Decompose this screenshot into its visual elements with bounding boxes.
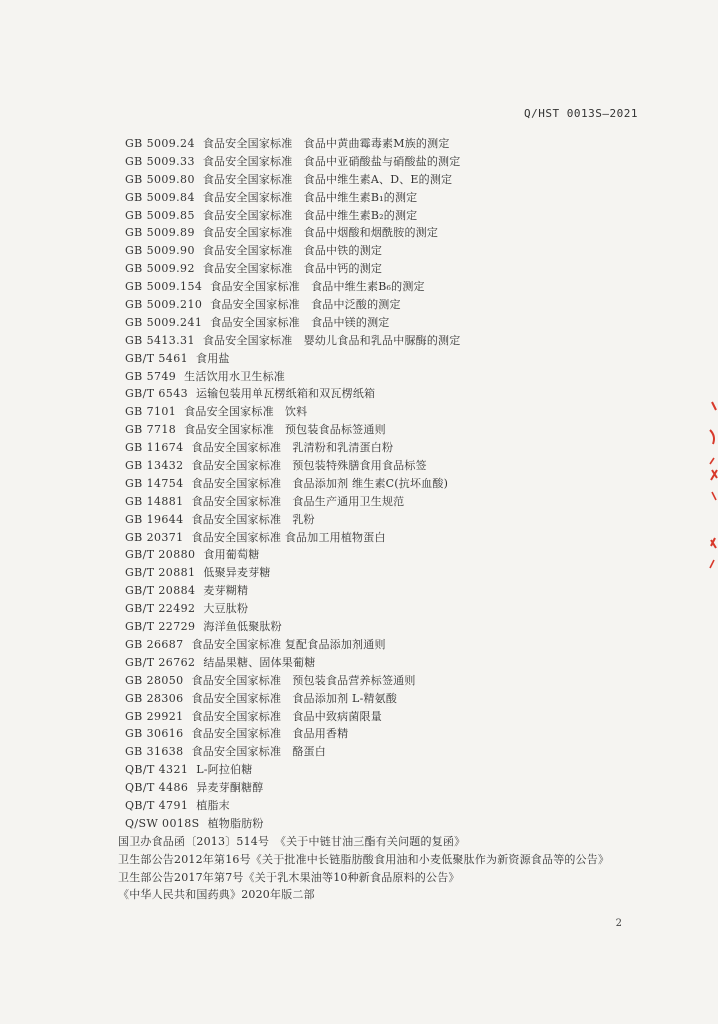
reference-item [118,743,658,761]
reference-item [118,242,658,260]
reference-title: 植脂末 [196,798,230,812]
reference-item [118,475,658,493]
reference-title: 卫生部公告2012年第16号《关于批准中长链脂肪酸食用油和小麦低聚肽作为新资源食品等的公告》 [118,852,610,866]
reference-title: 食品安全国家标准 食品中镁的测定 [210,315,390,329]
reference-title: 食品安全国家标准 食品中黄曲霉毒素M族的测定 [202,137,450,150]
reference-code: QB/T 4321 [125,763,189,777]
reference-code: GB 11674 [125,441,184,455]
reference-item [118,654,658,672]
reference-code: GB 5009.89 [125,226,195,240]
reference-title: 食品安全国家标准 酪蛋白 [191,745,326,759]
reference-item [118,296,658,314]
reference-title: 国卫办食品函〔2013〕514号 《关于中链甘油三酯有关问题的复函》 [118,834,466,848]
reference-title: 食品安全国家标准 食品中维生素B₂的测定 [202,208,418,222]
reference-item [118,600,658,618]
reference-item [118,708,658,726]
normative-references-list [118,135,658,904]
reference-item [118,260,658,278]
reference-item [118,725,658,743]
reference-code: GB 5009.92 [125,262,195,276]
reference-item [118,224,658,242]
reference-item [118,350,658,368]
reference-item [118,618,658,636]
reference-item [118,314,658,332]
reference-item [118,546,658,564]
reference-title: 食品安全国家标准 食品中泛酸的测定 [210,298,401,312]
reference-title: 食品安全国家标准 食品添加剂 维生素C(抗坏血酸) [191,476,449,490]
reference-code: QB/T 4486 [125,781,189,795]
reference-code: GB 5413.31 [125,333,195,347]
reference-code: GB 5009.80 [125,172,195,186]
reference-item [118,332,658,350]
reference-item [118,189,658,207]
reference-code: GB 14881 [125,494,184,508]
document-code: Q/HST 0013S—2021 [524,107,638,120]
reference-code: Q/SW 0018S [125,816,200,830]
reference-title: 食品安全国家标准 食品中烟酸和烟酰胺的测定 [202,226,439,240]
reference-code: GB 5009.241 [125,315,203,329]
reference-title: 食品安全国家标准 食品中维生素B₁的测定 [202,190,418,204]
reference-title: 食品安全国家标准 乳清粉和乳清蛋白粉 [191,441,394,455]
reference-item [118,564,658,582]
reference-item [118,439,658,457]
reference-code: GB/T 20881 [125,566,196,580]
reference-title: 食用葡萄糖 [203,548,260,562]
reference-title: 食品安全国家标准 预包装食品标签通则 [184,423,386,437]
reference-title: 食品安全国家标准 食品中致病菌限量 [191,709,382,723]
reference-item [118,403,658,421]
reference-title: 食品安全国家标准 食品生产通用卫生规范 [191,494,405,508]
reference-item [118,421,658,439]
red-edge-mark [700,400,718,570]
reference-item [118,869,658,887]
page-number: 2 [615,918,622,929]
reference-item [118,761,658,779]
reference-item [118,529,658,547]
reference-code: GB 20371 [125,530,184,544]
reference-title: 食品安全国家标准 婴幼儿食品和乳品中脲酶的测定 [202,333,461,347]
reference-title: 食品安全国家标准 乳粉 [191,512,315,526]
reference-code: GB 28306 [125,691,184,705]
reference-item [118,385,658,403]
reference-item [118,851,658,869]
reference-code: GB 5009.24 [125,137,195,150]
reference-code: GB 5009.85 [125,208,195,222]
reference-code: GB/T 6543 [125,387,189,401]
reference-code: GB/T 5461 [125,351,189,365]
reference-item [118,153,658,171]
reference-item [118,457,658,475]
reference-item [118,636,658,654]
reference-item [118,278,658,296]
reference-code: GB 5009.154 [125,280,203,294]
reference-title: 食品安全国家标准 复配食品添加剂通则 [191,637,386,651]
reference-title: 食品安全国家标准 食品中亚硝酸盐与硝酸盐的测定 [202,154,461,168]
reference-code: GB/T 22729 [125,620,196,634]
reference-title: 结晶果糖、固体果葡糖 [203,655,316,669]
reference-code: GB 7101 [125,405,177,419]
reference-code: GB 14754 [125,476,184,490]
reference-item [118,797,658,815]
reference-title: 《中华人民共和国药典》2020年版二部 [118,888,315,902]
reference-code: GB 31638 [125,745,184,759]
reference-title: 运输包装用单瓦楞纸箱和双瓦楞纸箱 [196,387,376,401]
reference-item [118,493,658,511]
reference-item [118,815,658,833]
reference-item [118,833,658,851]
reference-title: 食品安全国家标准 食品用香精 [191,727,349,741]
reference-code: GB 5009.90 [125,244,195,258]
reference-title: 食品安全国家标准 食品添加剂 L-精氨酸 [191,691,398,705]
reference-code: GB 30616 [125,727,184,741]
reference-item [118,135,658,153]
reference-code: GB 5009.210 [125,298,203,312]
reference-code: GB 28050 [125,673,184,687]
reference-title: 卫生部公告2017年第7号《关于乳木果油等10种新食品原料的公告》 [118,870,460,884]
reference-title: 生活饮用水卫生标准 [184,369,285,383]
reference-title: 海洋鱼低聚肽粉 [203,620,282,634]
reference-code: GB 29921 [125,709,184,723]
reference-code: GB 13432 [125,459,184,473]
reference-code: GB 7718 [125,423,177,437]
reference-code: GB 26687 [125,637,184,651]
reference-code: GB/T 20884 [125,584,196,598]
reference-item [118,582,658,600]
reference-title: 麦芽糊精 [203,584,249,598]
reference-item [118,511,658,529]
reference-code: GB 5749 [125,369,177,383]
reference-title: 食品安全国家标准 预包装特殊膳食用食品标签 [191,459,427,473]
reference-title: 异麦芽酮糖醇 [196,781,264,795]
reference-title: L-阿拉伯糖 [196,763,253,777]
reference-title: 植物脂肪粉 [207,816,264,830]
reference-title: 食品安全国家标准 饮料 [184,405,308,419]
reference-item [118,672,658,690]
reference-item [118,886,658,904]
reference-title: 食品安全国家标准 预包装食品营养标签通则 [191,673,416,687]
reference-title: 低聚异麦芽糖 [203,566,271,580]
reference-title: 食品安全国家标准 食品加工用植物蛋白 [191,530,386,544]
reference-title: 食品安全国家标准 食品中维生素A、D、E的测定 [202,172,453,186]
reference-code: GB 19644 [125,512,184,526]
reference-title: 大豆肽粉 [203,602,249,616]
reference-code: QB/T 4791 [125,798,189,812]
reference-code: GB 5009.84 [125,190,195,204]
reference-title: 食品安全国家标准 食品中铁的测定 [202,244,383,258]
reference-item [118,779,658,797]
reference-code: GB/T 20880 [125,548,196,562]
reference-item [118,171,658,189]
reference-code: GB/T 22492 [125,602,196,616]
reference-code: GB 5009.33 [125,154,195,168]
reference-code: GB/T 26762 [125,655,196,669]
reference-item [118,690,658,708]
reference-title: 食品安全国家标准 食品中钙的测定 [202,262,383,276]
reference-title: 食用盐 [196,351,230,365]
reference-item [118,368,658,386]
reference-title: 食品安全国家标准 食品中维生素B₆的测定 [210,280,425,294]
reference-item [118,207,658,225]
